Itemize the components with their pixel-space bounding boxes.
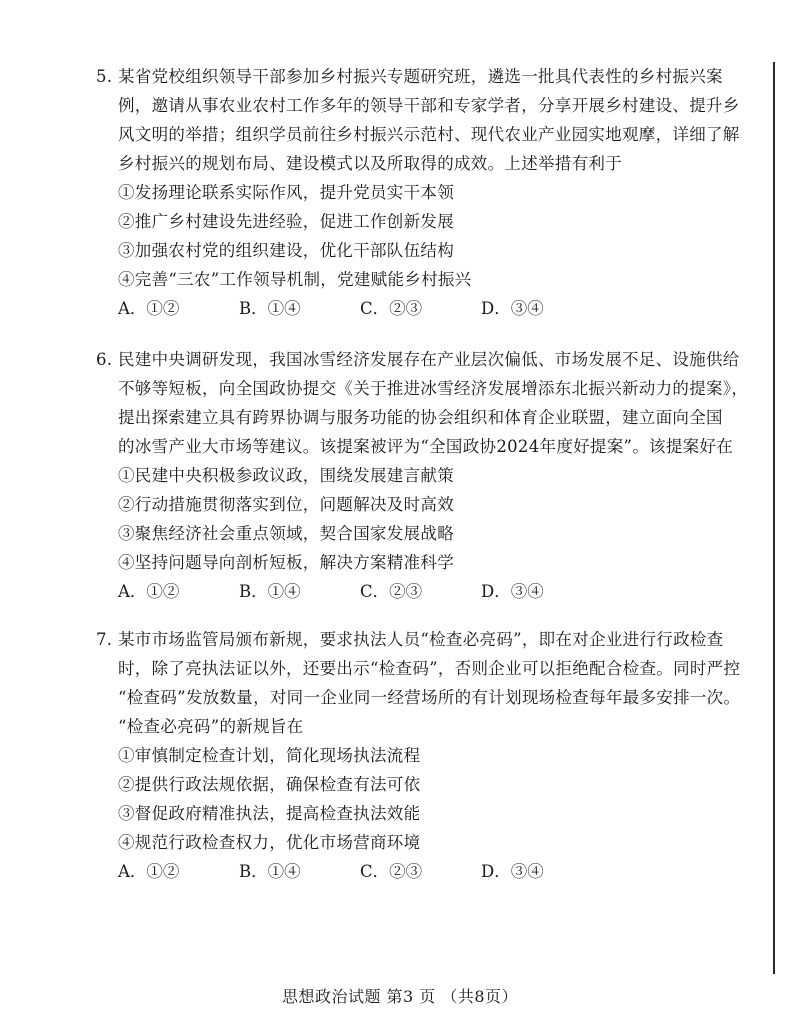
question-5 — [96, 62, 740, 323]
page-footer: 思想政治试题 第3 页 （共8页） — [281, 987, 519, 1006]
question-number: 5. — [96, 67, 113, 86]
option-c[interactable]: C．②③ — [360, 862, 423, 881]
statement-2: ②行动措施贯彻落实到位，问题解决及时高效 — [118, 495, 454, 514]
statement-2: ②提供行政法规依据，确保检查有法可依 — [118, 775, 421, 794]
question-stem-line: 6. 民建中央调研发现，我国冰雪经济发展存在产业层次偏低、市场发展不足、设施供给 — [96, 345, 696, 374]
option-c[interactable]: C．②③ — [360, 582, 423, 601]
option-d[interactable]: D．③④ — [481, 862, 544, 881]
question-stem-line: 例，邀请从事农业农村工作多年的领导干部和专家学者，分享开展乡村建设、提升乡 — [118, 96, 740, 115]
option-a[interactable]: A．①② — [118, 862, 180, 881]
statement-4: ④坚持问题导向剖析短板，解决方案精准科学 — [118, 553, 454, 572]
option-c[interactable]: C．②③ — [360, 299, 423, 318]
answer-options — [96, 857, 696, 886]
option-a[interactable]: A．①② — [118, 299, 180, 318]
answer-options — [96, 294, 696, 323]
option-b[interactable]: B．①④ — [239, 299, 301, 318]
option-d[interactable]: D．③④ — [481, 582, 544, 601]
question-stem-line: “检查码”发放数量，对同一企业同一经营场所的有计划现场检查每年最多安排一次。 — [118, 688, 741, 707]
question-stem-line: 7. 某市市场监管局颁布新规，要求执法人员“检查必亮码”，即在对企业进行行政检查 — [96, 625, 696, 654]
question-stem-line: 时，除了亮执法证以外，还要出示“检查码”，否则企业可以拒绝配合检查。同时严控 — [118, 659, 741, 678]
question-number: 6. — [96, 350, 113, 369]
margin-rule — [773, 62, 775, 974]
question-stem-line: 风文明的举措；组织学员前往乡村振兴示范村、现代农业产业园实地观摩，详细了解 — [118, 125, 740, 144]
question-6 — [96, 345, 749, 606]
question-number: 7. — [96, 630, 113, 649]
option-b[interactable]: B．①④ — [239, 862, 301, 881]
question-stem-line: 5. 某省党校组织领导干部参加乡村振兴专题研究班，遴选一批具代表性的乡村振兴案 — [96, 62, 696, 91]
statement-1: ①审慎制定检查计划，简化现场执法流程 — [118, 746, 421, 765]
question-7 — [96, 625, 741, 886]
statement-3: ③督促政府精准执法，提高检查执法效能 — [118, 804, 421, 823]
statement-2: ②推广乡村建设先进经验，促进工作创新发展 — [118, 212, 454, 231]
answer-options — [96, 577, 696, 606]
option-d[interactable]: D．③④ — [481, 299, 544, 318]
question-stem-line: 的冰雪产业大市场等建议。该提案被评为“全国政协2024年度好提案”。该提案好在 — [118, 437, 734, 456]
statement-1: ①发扬理论联系实际作风，提升党员实干本领 — [118, 183, 454, 202]
statement-4: ④规范行政检查权力，优化市场营商环境 — [118, 833, 421, 852]
statement-1: ①民建中央积极参政议政，围绕发展建言献策 — [118, 466, 454, 485]
question-stem-line: 不够等短板，向全国政协提交《关于推进冰雪经济发展增添东北振兴新动力的提案》， — [118, 379, 749, 398]
question-stem-line: “检查必亮码”的新规旨在 — [118, 717, 304, 736]
statement-4: ④完善“三农”工作领导机制，党建赋能乡村振兴 — [118, 270, 472, 289]
option-a[interactable]: A．①② — [118, 582, 180, 601]
statement-3: ③聚焦经济社会重点领域，契合国家发展战略 — [118, 524, 454, 543]
question-stem-line: 乡村振兴的规划布局、建设模式以及所取得的成效。上述举措有利于 — [118, 154, 622, 173]
statement-3: ③加强农村党的组织建设，优化干部队伍结构 — [118, 241, 454, 260]
question-stem-line: 提出探索建立具有跨界协调与服务功能的协会组织和体育企业联盟，建立面向全国 — [118, 408, 723, 427]
option-b[interactable]: B．①④ — [239, 582, 301, 601]
